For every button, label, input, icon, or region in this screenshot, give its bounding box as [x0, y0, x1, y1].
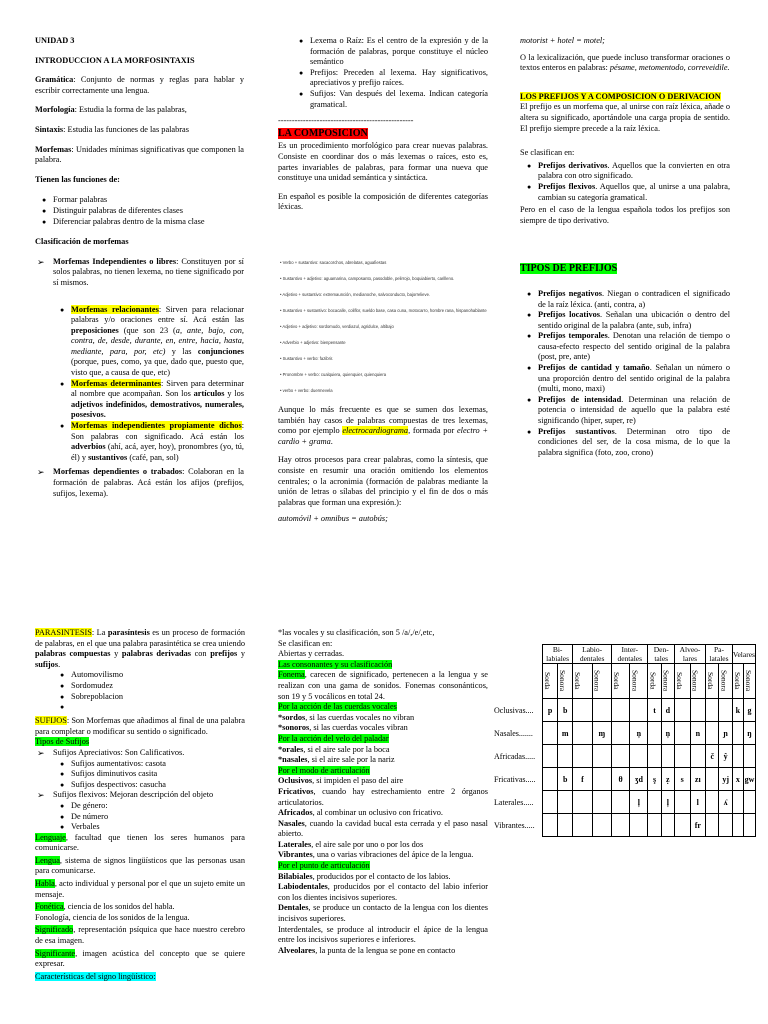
column-5 [278, 628, 488, 1024]
table-cell: ʒd [630, 768, 648, 791]
table-cell [743, 814, 755, 837]
oclusivos-line: Oclusivos, si impiden el paso del aire [278, 776, 404, 786]
table-cell [661, 814, 674, 837]
significado-def: Significado, representación psíquica que hace nuestro cerebro de esa imagen. [35, 925, 245, 946]
table-row [494, 814, 756, 837]
list-item: ● Diferenciar palabras dentro de la misma clase [42, 216, 205, 226]
list-item: ● Prefijos de intensidad. Determinan una relación de potencia o intensidad de aquello que la palabra esté significando (hiper, super, re) [527, 394, 731, 426]
table-cell [690, 745, 706, 768]
table-header: Alveo-lares [674, 645, 705, 664]
list-item: • Sustantivo + sustantivo: bocacalle, coliflor, sueldo base, casa cuna, motocarro, hombre rana, hispanohablante [280, 308, 487, 313]
table-cell [706, 722, 719, 745]
table-cell [592, 699, 611, 722]
clasificacion-list [35, 257, 244, 289]
table-cell [592, 791, 611, 814]
composicion-p5: automóvil + omnibus = autobús; [278, 514, 388, 524]
table-cell [674, 745, 690, 768]
tipos-prefijos-title: TIPOS DE PREFIJOS [520, 263, 618, 275]
list-item: • Sustantivo + verbo: fazibrir. [280, 356, 334, 361]
vocales-line: *las vocales y su clasificación, son 5 /a/,/e/,etc, [278, 628, 435, 637]
table-cell [690, 699, 706, 722]
page-title: INTRODUCCION A LA MORFOSINTAXIS [35, 55, 195, 65]
row-label: Vibrantes..... [494, 820, 535, 830]
table-subheader [674, 664, 690, 699]
table-subheader-label: Sonora [743, 670, 753, 692]
list-item: • Adjetivo + adjetivo: sordomudo, verdiazul, agridulce, altibajo [280, 324, 394, 329]
list-item: ● Prefijos de cantidad y tamaño. Señalan un número o una proporción dentro del sentido original de la palabra (multi, mono, maxi) [527, 363, 730, 394]
row-label: Fricativas..... [494, 774, 536, 784]
list-item: ● Prefijos negativos. Niegan o contradicen el significado de la raíz léxica. (anti, contra, a) [527, 288, 730, 309]
list-item: ● De género: [60, 800, 108, 810]
table-cell [573, 722, 592, 745]
lexicalizacion: O la lexicalización, que puede incluso transformar oraciones o textos enteros en palabras: pésame, metomentodo, correveidile. [520, 52, 730, 73]
table-cell: ŋ [743, 722, 755, 745]
table-subheader-label: Sonora [558, 670, 568, 692]
table-cell: gw [743, 768, 755, 791]
sufijos-flex [35, 790, 245, 801]
column-4 [35, 628, 245, 1024]
parasintesis-def: PARASINTESIS: La parasíntesis es un proceso de formación de palabras, en el que una palabra parasintética se crea uniendo palabras compuestas y palabras derivadas con prefijos y sufijos. [35, 628, 245, 669]
list-item: ● De número [60, 811, 109, 821]
table-cell [592, 768, 611, 791]
list-item: ● Sufijos: Van después del lexema. Indican categoría gramatical. [299, 88, 488, 109]
table-cell: zı [690, 768, 706, 791]
table-cell [612, 745, 630, 768]
gramatica-def: Gramática: Conjunto de normas y reglas para hablar y escribir correctamente una lengua. [35, 75, 244, 95]
table-cell: b [558, 768, 573, 791]
sufijos-aprec [35, 748, 245, 759]
bilabiales-line: Bilabiales, producidos por el contacto de los labios. [278, 871, 451, 881]
abiertas-line: Abiertas y cerradas. [278, 649, 345, 659]
table-subheader [706, 664, 719, 699]
afijos-list [278, 36, 488, 110]
table-cell [719, 814, 732, 837]
composicion-title: LA COMPOSICION [278, 127, 368, 139]
morfologia-def: Morfología: Estudia la forma de las palabras, [35, 105, 187, 115]
composicion-p1: Es un procedimiento morfológico para crear nuevas palabras. Consiste en coordinar dos o más lexemas o raíces, esto es, partes invariables de palabras, para formar una nueva que constituye una unidad semántica y sintáctica. [278, 141, 488, 183]
table-subheader [648, 664, 661, 699]
funciones-title: Tienen las funciones de: [35, 174, 120, 184]
table-subheader-label: Sorda [612, 672, 622, 690]
column-2-bottom [278, 405, 488, 531]
table-subheader [690, 664, 706, 699]
fricativos-line: Fricativos, cuando hay estrechamiento entre 2 órganos articulatorios. [278, 786, 488, 807]
prefijos-clases [520, 161, 730, 203]
table-subheader-label: Sonora [592, 670, 602, 692]
sordos-line: *sordos, si las cuerdas vocales no vibran [278, 712, 415, 722]
africados-line: Africados, al combinar un oclusivo con fricativo. [278, 808, 443, 818]
table-row [494, 745, 756, 768]
significante-def: Significante, imagen acústica del concepto que se quiere expresar. [35, 948, 245, 969]
table-cell [558, 745, 573, 768]
table-subheader [661, 664, 674, 699]
table-cell [648, 745, 661, 768]
table-subheader-label: Sorda [543, 672, 552, 690]
divider: ------------------------------------------------- [278, 116, 414, 126]
table-cell: n [690, 722, 706, 745]
table-subheader-label: Sonora [690, 670, 700, 692]
list-item: ● Sordomudez [60, 680, 113, 690]
table-subheader [732, 664, 743, 699]
list-item: • verbo + verbo: duermevela [280, 388, 333, 393]
list-item: ➢ Morfemas Independientes o libres: Constituyen por sí solos palabras, no tienen lexema, no tiene significado por sí mismos. [37, 256, 244, 287]
table-cell [558, 791, 573, 814]
list-item: ● Prefijos temporales. Denotan una relación de tiempo o causa-efecto respecto del sentido original de la palabra (post, pre, ante) [527, 331, 731, 362]
table-cell [573, 814, 592, 837]
vibrantes-line: Vibrantes, una o varias vibraciones del ápice de la lengua. [278, 850, 474, 860]
list-item: ➢ Sufijos Apreciativos: Son Calificativos. [37, 747, 185, 758]
list-item: ● Prefijos: Preceden al lexema. Hay significativos, apreciativos y prefijo raíces. [299, 67, 488, 88]
table-cell [706, 814, 719, 837]
labiodentales-line: Labiodentales, producidos por el contacto del labio inferior con los dientes incisivos superiores. [278, 882, 488, 902]
table-body [494, 699, 756, 837]
table-cell: s [674, 768, 690, 791]
table-cell [558, 814, 573, 837]
list-item: ● Prefijos derivativos. Aquellos que la convierten en otra palabra con otro significado. [527, 160, 730, 181]
table-cell [543, 722, 558, 745]
table-cell [543, 814, 558, 837]
table-cell [543, 745, 558, 768]
table-header: Bi-labiales [543, 645, 573, 664]
list-item: ● Prefijos flexivos. Aquellos que, al unirse a una palabra, cambian su categoría gramatical. [527, 181, 731, 202]
table-row [494, 699, 756, 722]
sufijos-def: SUFIJOS: Son Morfemas que añadimos al final de una palabra para completar o modificar su sentido o significado. [35, 716, 245, 736]
laterales-line: Laterales, el aire sale por uno o por los dos [278, 839, 424, 849]
table-cell [732, 791, 743, 814]
row-label: Nasales....... [494, 728, 533, 738]
table-cell: x [732, 768, 743, 791]
lenguaje-def: Lenguaje, facultad que tienen los seres humanos para comunicarse. [35, 832, 245, 853]
table-cell: m [558, 722, 573, 745]
list-item: ● Automovilismo [60, 670, 124, 680]
table-subheader [719, 664, 732, 699]
table-cell [706, 768, 719, 791]
table-cell [612, 791, 630, 814]
prefijos-p1: El prefijo es un morfema que, al unirse con raíz léxica, añade o altera su significado, aportándole una carga propia de sentido. El prefijo siempre precede a la raíz léxica. [520, 102, 730, 133]
list-item: ➢ Sufijos flexivos: Mejoran descripción del objeto [37, 790, 214, 801]
table-subheader-label: Sorda [674, 672, 684, 690]
list-item: • Verbo + sustantivo: sacacorchos, abrelatas, aguafiestas [280, 260, 387, 265]
fonetica-def: Fonética, ciencia de los sonidos del habla. [35, 902, 175, 912]
table-subheader [543, 664, 558, 699]
table-cell [674, 814, 690, 837]
list-item: • Adjetivo + sustantivo: extremaunción, medianoche, salvoconducto, bajorrelieve. [280, 292, 431, 297]
table-cell [573, 699, 592, 722]
table-cell: ŷ [719, 745, 732, 768]
fonema-def: Fonema, carecen de significado, pertenecen a la lengua y se realizan con una gama de sonidos. Fonemas consonánticos, son 19 y 5 vocálicos en total 24. [278, 670, 488, 701]
list-item: ● Sobrepoblacion [60, 691, 124, 701]
table-cell: k [732, 699, 743, 722]
table-cell [648, 791, 661, 814]
cuerdas-title: Por la acción de las cuerdas vocales [278, 702, 397, 712]
table-cell [743, 745, 755, 768]
list-item: ● Verbales [60, 822, 100, 832]
composicion-examples [280, 258, 490, 402]
table-cell: yj [719, 768, 732, 791]
dentales-line: Dentales, se produce un contacto de la lengua con los dientes incisivos superiores. [278, 903, 488, 924]
table-cell: č [706, 745, 719, 768]
clasifican: Se clasifican en: [520, 148, 575, 158]
phoneme-table [494, 644, 756, 837]
table-cell: f [573, 768, 592, 791]
punto-title: Por el punto de articulación [278, 861, 370, 871]
list-item: ➢ Morfemas dependientes o trabados: Colaboran en la formación de palabras. Acá están los afijos (prefijos, sufijos, lexema). [37, 467, 244, 498]
table-header: Inter-dentales [612, 645, 648, 664]
sufijos-flex-items [35, 801, 245, 833]
table-subheader [592, 664, 611, 699]
table-header: Pa-latales [706, 645, 733, 664]
list-item: ● Sufijos aumentativos: casota [60, 758, 166, 768]
table-cell [630, 814, 648, 837]
table-cell: ɱ [592, 722, 611, 745]
modo-title: Por el modo de articulación [278, 765, 370, 775]
table-cell: ļ [630, 791, 648, 814]
table-cell [592, 745, 611, 768]
orales-line: *orales, si el aire sale por la boca [278, 744, 390, 754]
table-cell [706, 699, 719, 722]
table-cell: ş [648, 768, 661, 791]
list-item: ● Prefijos locativos. Señalan una ubicación o dentro del sentido original de la palabra (ante, sub, infra) [527, 310, 730, 330]
clasifican-line: Se clasifican en: [278, 638, 333, 648]
table-cell [612, 699, 630, 722]
table-subheader-label: Sorda [573, 672, 583, 690]
table-subheader-label: Sorda [706, 672, 716, 690]
list-item: ● Distinguir palabras de diferentes clases [42, 205, 183, 215]
phoneme-table-wrap [494, 644, 756, 837]
list-item: ● Sufijos despectivos: casucha [60, 779, 166, 789]
table-cell [543, 791, 558, 814]
table-cell [648, 722, 661, 745]
list-item: ● Formar palabras [42, 195, 108, 205]
table-cell: t [648, 699, 661, 722]
list-item: ● Sufijos diminutivos casita [60, 769, 158, 779]
table-subheader [630, 664, 648, 699]
table-cell: g [743, 699, 755, 722]
interdentales-line: Interdentales, se produce al introducir el ápice de la lengua entre los incisivos superiores e inferiores. [278, 924, 488, 945]
table-cell: l [690, 791, 706, 814]
table-cell [719, 699, 732, 722]
prefijos-title: LOS PREFIJOS Y A COMPOSICION O DERIVACION [520, 91, 721, 101]
caracteristicas: Características del signo lingüístico: [35, 971, 156, 981]
table-cell [630, 699, 648, 722]
list-item: ● Morfemas relacionantes: Sirven para relacionar palabras y/o oraciones entre sí. Acá están las preposiciones (que son 23 (a, ante, bajo, con, contra, de, desde, durante, en, entre, hacia, hasta, mediante, para, por, etc) y las conjunciones (porque, pues, como, ya que, dado que, puesto que, visto que, a causa de que, etc) [60, 304, 245, 378]
list-item: ● Morfemas independientes propiamente dichos: Son palabras con significado. Acá están los adverbios (ahí, acá, ayer, hoy), pronombres (yo, tú, él) y sustantivos (café, pan, sol) [60, 421, 244, 462]
nasales-line: *nasales, si el aire sale por la nariz [278, 755, 395, 765]
table-cell [732, 814, 743, 837]
list-item: • Adverbio + adjetivo: bienpensante [280, 340, 346, 345]
list-item: ● Morfemas determinantes: Sirven para determinar al nombre que acompañan. Son los artículos y los adjetivos indefinidos, demostrativos, numerales, posesivos. [60, 378, 245, 420]
sintaxis-def: Sintaxis: Estudia las funciones de las palabras [35, 124, 189, 134]
table-cell: p [543, 699, 558, 722]
table-cell [706, 791, 719, 814]
tipos-sufijos: Tipos de Sufijos [35, 737, 90, 747]
table-cell [543, 768, 558, 791]
motel-example: motorist + hotel = motel; [520, 36, 605, 45]
row-label: Oclusivas.... [494, 705, 534, 715]
list-item: ● Prefijos sustantivos. Determinan otro tipo de condiciones del ser, de la cosa misma, de lo que la palabra significa (foto, zoo, crono) [527, 426, 730, 457]
composicion-p4: Hay otros procesos para crear palabras, como la síntesis, que consiste en resumir una oración omitiendo los elementos centrales; o la acronimia (formación de palabras mediante la unión de letras o sílabas del principio y el fin de dos o más palabras que forman una expresión.): [278, 455, 488, 507]
row-label: Africadas..... [494, 751, 536, 761]
tipos-prefijos-list [520, 289, 730, 459]
table-cell [573, 791, 592, 814]
table-subheader-label: Sorda [732, 672, 742, 690]
table-cell [630, 745, 648, 768]
table-subheader [558, 664, 573, 699]
table-subheader-label: Sonora [630, 670, 640, 692]
table-subheader-label: Sonora [719, 670, 729, 692]
table-cell: ɲ [719, 722, 732, 745]
table-cell: fr [690, 814, 706, 837]
table-header: Velares [732, 645, 755, 664]
fonologia-def: Fonología, ciencia de los sonidos de la lengua. [35, 912, 190, 922]
table-cell: θ [612, 768, 630, 791]
velo-title: Por la acción del velo del paladar [278, 733, 389, 743]
table-cell: ļ [661, 791, 674, 814]
table-cell [674, 722, 690, 745]
table-cell [592, 814, 611, 837]
lengua-def: Lengua, sistema de signos lingüísticos que las personas usan para comunicarse. [35, 855, 245, 876]
table-cell: b [558, 699, 573, 722]
morfemas-independientes-list [35, 305, 244, 464]
table-row [494, 791, 756, 814]
list-item: ● [60, 703, 65, 712]
funciones-list [35, 195, 244, 227]
composicion-p2: En español es posible la composición de diferentes categorías léxicas. [278, 191, 488, 212]
table-cell: ẓ [661, 768, 674, 791]
table-cell [612, 722, 630, 745]
table-cell: ņ [661, 722, 674, 745]
table-header-row [494, 645, 756, 664]
table-corner [494, 664, 543, 699]
list-item: • Pronombre + verbo: cualquiera, quienquier, quienquiera [280, 372, 387, 377]
table-cell [674, 791, 690, 814]
table-header: Labio-dentales [573, 645, 612, 664]
morfemas-dependientes-list [35, 467, 244, 499]
column-2 [278, 36, 488, 219]
table-cell: ņ [630, 722, 648, 745]
habla-def: Habla, acto individual y personal por el que un sujeto emite un mensaje. [35, 879, 245, 899]
table-row [494, 768, 756, 791]
row-label: Laterales..... [494, 797, 534, 807]
morfemas-def: Morfemas: Unidades mínimas significativas que componen la palabra. [35, 144, 244, 165]
pero-text: Pero en el caso de la lengua española todos los prefijos son siempre de tipo derivativo. [520, 205, 730, 225]
table-subheader [573, 664, 592, 699]
sonoros-line: *sonoros, si las cuerdas vocales vibran [278, 723, 408, 733]
unit-label: UNIDAD 3 [35, 36, 75, 45]
nasales-modo-line: Nasales, cuando la cavidad bucal esta cerrada y el paso nasal abierto. [278, 818, 488, 839]
table-subheader-row [494, 664, 756, 699]
table-cell [661, 745, 674, 768]
table-corner [494, 645, 543, 664]
table-cell [732, 722, 743, 745]
composicion-p3: Aunque lo más frecuente es que se sumen dos lexemas, también hay casos de palabras compuestas de tres lexemas, como por ejemplo electrocardiograma, formada por electro + cardio + grama. [278, 405, 488, 446]
table-cell [573, 745, 592, 768]
table-header: Den-tales [648, 645, 674, 664]
table-cell [732, 745, 743, 768]
clasificacion-title: Clasificación de morfemas [35, 237, 129, 247]
parasintesis-examples [35, 670, 245, 712]
table-subheader-label: Sonora [661, 670, 671, 692]
table-cell: ʎ [719, 791, 732, 814]
column-1 [35, 36, 244, 505]
table-row [494, 722, 756, 745]
table-cell: d [661, 699, 674, 722]
alveolares-line: Alveolares, la punta de la lengua se pone en contacto [278, 945, 456, 955]
list-item: ● Lexema o Raíz: Es el centro de la expresión y de la formación de palabras, porque constituye el núcleo semántico [299, 36, 488, 67]
composicion-heading [278, 129, 488, 140]
table-subheader [612, 664, 630, 699]
table-cell [612, 814, 630, 837]
table-subheader-label: Sorda [648, 672, 658, 690]
table-subheader [743, 664, 755, 699]
table-cell [743, 791, 755, 814]
column-3 [520, 36, 730, 464]
table-cell [674, 699, 690, 722]
consonantes-title: Las consonantes y su clasificación [278, 659, 393, 669]
list-item: • Sustantivo + adjetivo: aguamarina, camposanto, pasodoble, pelirrojo, boquiabierto, carilleno. [280, 276, 455, 281]
table-cell [648, 814, 661, 837]
sufijos-aprec-items [35, 759, 245, 791]
